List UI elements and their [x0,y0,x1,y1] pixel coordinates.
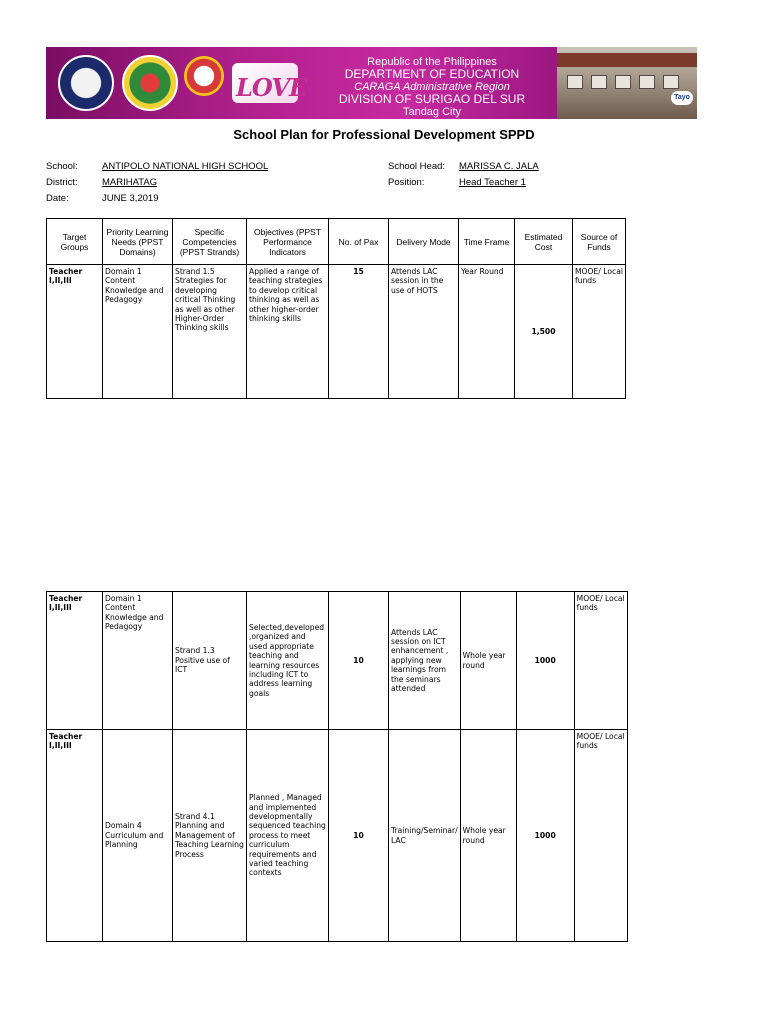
header-source-funds: Source of Funds [573,219,626,265]
row-source: MOOE/ Local funds [574,592,627,730]
row-time: Whole year round [460,592,516,730]
banner-text [272,56,592,118]
header-pax: No. of Pax [329,219,389,265]
tayo-logo: Tayo [671,91,693,105]
header-objectives: Objectives (PPST Performance Indicators [247,219,329,265]
head-value: MARISSA C. JALA [459,161,539,172]
deped-seal-icon [58,55,114,111]
row-source: MOOE/ Local funds [573,265,626,399]
row-cost: 1,500 [515,265,573,399]
table-row [47,265,626,399]
header-banner [46,47,697,119]
row-objectives: Applied a range of teaching strategies to develop critical thinking as well as other higher-order thinking skills [247,265,329,399]
head-label: School Head: [388,161,446,172]
row-pax: 10 [329,730,389,942]
row-objectives: Selected,developed ,organized and used appropriate teaching and learning resources including ICT to address learning goals [247,592,329,730]
row-cost: 1000 [516,730,574,942]
banner-department: DEPARTMENT OF EDUCATION [344,67,520,81]
table-row [47,730,628,942]
sppd-table [46,218,626,399]
district-label: District: [46,177,78,188]
row-competencies: Strand 1.3 Positive use of ICT [173,592,247,730]
row-competencies: Strand 1.5 Strategies for developing critical Thinking as well as other Higher-Order Thinking skills [173,265,247,399]
school-info [46,161,346,211]
row-needs: Domain 1 Content Knowledge and Pedagogy [103,592,173,730]
row-pax: 10 [329,592,389,730]
division-seal-icon [122,55,178,111]
row-mode: Attends LAC session on ICT enhancement , applying new learnings from the seminars attended [389,592,461,730]
banner-republic: Republic of the Philippines [367,56,497,68]
header-learning-needs: Priority Learning Needs (PPST Domains) [103,219,173,265]
head-info [388,161,588,195]
love-logo-text: LOVE [236,73,307,102]
row-target: Teacher I,II,III [47,265,103,399]
row-time: Year Round [459,265,515,399]
banner-city: Tandag City [402,106,462,118]
row-time: Whole year round [460,730,516,942]
banner-division: DIVISION OF SURIGAO DEL SUR [338,92,526,106]
district-value: MARIHATAG [102,177,158,188]
row-mode: Training/Seminar/ LAC [389,730,461,942]
table-header-row [47,219,626,265]
row-target: Teacher I,II,III [47,730,103,942]
row-needs: Domain 4 Curriculum and Planning [103,730,173,942]
row-needs: Domain 1 Content Knowledge and Pedagogy [103,265,173,399]
table-row [47,592,628,730]
position-label: Position: [388,177,425,188]
row-cost: 1000 [516,592,574,730]
page-title: School Plan for Professional Development SPPD [233,127,535,142]
header-estimated-cost: Estimated Cost [515,219,573,265]
sppd-table-continued [46,591,628,942]
row-objectives: Planned , Managed and implemented developmentally sequenced teaching process to meet curriculum requirements and varied teaching contexts [247,730,329,942]
school-label: School: [46,161,78,172]
row-pax: 15 [329,265,389,399]
header-competencies: Specific Competencies (PPST Strands) [173,219,247,265]
row-mode: Attends LAC session in the use of HOTS [389,265,459,399]
header-delivery-mode: Delivery Mode [389,219,459,265]
date-value: JUNE 3,2019 [102,193,159,204]
position-value: Head Teacher 1 [459,177,526,188]
header-target-groups: Target Groups [47,219,103,265]
row-competencies: Strand 4.1 Planning and Management of Teaching Learning Process [173,730,247,942]
banner-region: CARAGA Administrative Region [354,81,510,93]
row-target: Teacher I,II,III [47,592,103,730]
school-building-image [557,47,697,119]
date-label: Date: [46,193,69,204]
school-seal-icon [184,56,224,96]
header-time-frame: Time Frame [459,219,515,265]
row-source: MOOE/ Local funds [574,730,627,942]
school-value: ANTIPOLO NATIONAL HIGH SCHOOL [102,161,269,172]
